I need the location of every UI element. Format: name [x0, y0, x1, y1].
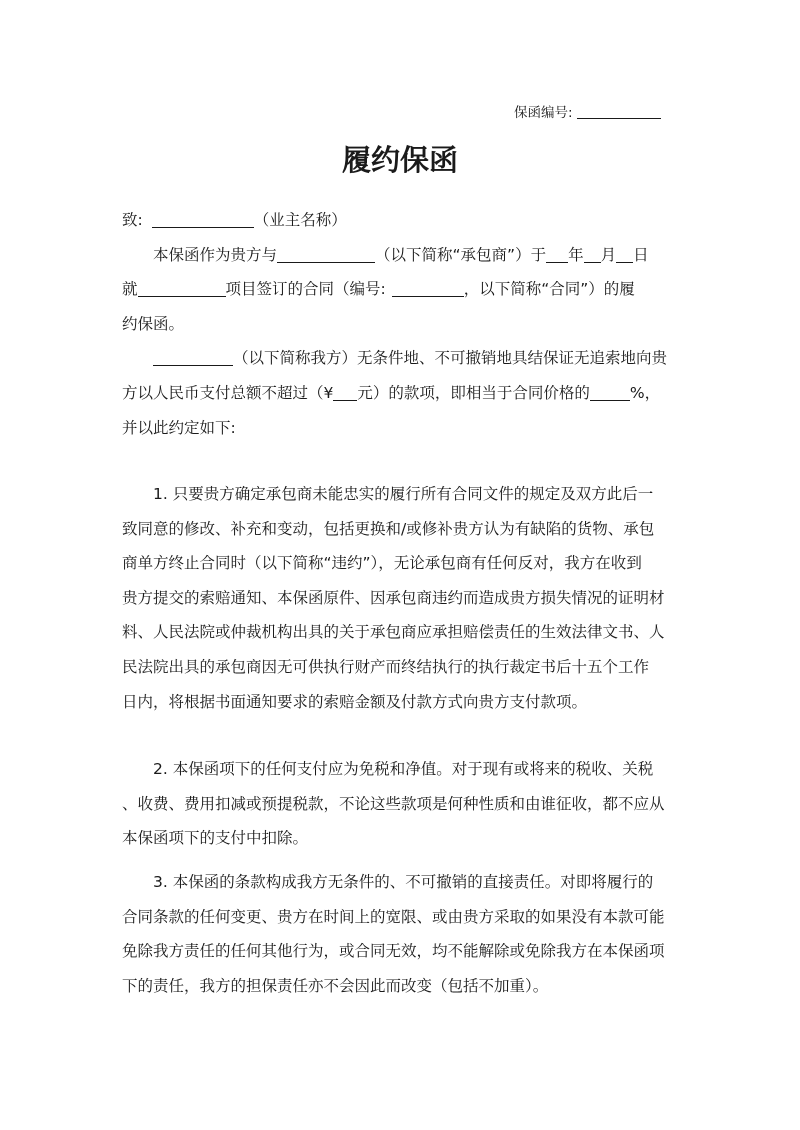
para2-text-a: （以下简称我方）无条件地、不可撤销地具结保证无追索地向贵 [233, 349, 668, 368]
clause1-line: 贵方提交的索赔通知、本保函原件、因承包商违约而造成贵方损失情况的证明材 [122, 588, 665, 607]
para2-line1 [122, 341, 680, 376]
project-blank [138, 279, 226, 297]
year-blank [546, 245, 568, 263]
clause2-line: 2. 本保函项下的任何支付应为免税和净值。对于现有或将来的税收、关税 [153, 760, 654, 778]
para1-text-b: （以下简称“承包商”）于 [375, 245, 547, 264]
clause1-line: 致同意的修改、补充和变动，包括更换和/或修补贵方认为有缺陷的货物、承包 [122, 519, 655, 538]
guarantee-number-line [514, 101, 661, 121]
addressee-suffix: （业主名称） [253, 211, 347, 229]
contractor-blank [277, 245, 375, 263]
document-title: 履约保函 [341, 143, 458, 177]
para2-line3: 并以此约定如下: [122, 418, 236, 437]
percentage-blank [590, 383, 630, 401]
amount-blank [333, 383, 357, 401]
para1-line1 [122, 238, 680, 273]
month-label: 月 [600, 245, 617, 264]
clause-3 [122, 865, 680, 1003]
guarantee-number-blank [577, 104, 661, 119]
body-upper [122, 203, 680, 445]
owner-name-blank [152, 210, 254, 228]
para2-text-b: 方以人民币支付总额不超过（¥ [122, 383, 334, 402]
para1-text-a: 本保函作为贵方与 [153, 245, 278, 264]
guarantee-number-label: 保函编号: [514, 105, 573, 121]
addressee-prefix: 致: [122, 211, 143, 229]
clause2-line: 、收费、费用扣减或预提税款，不论这些款项是何种性质和由谁征收，都不应从 [122, 794, 665, 813]
clause3-line: 免除我方责任的任何其他行为，或合同无效，均不能解除或免除我方在本保函项 [122, 942, 665, 961]
addressee-line [122, 203, 680, 238]
clause1-line: 1. 只要贵方确定承包商未能忠实的履行所有合同文件的规定及双方此后一 [153, 485, 654, 503]
clause2-line: 本保函项下的支付中扣除。 [122, 829, 309, 848]
contract-number-blank [392, 279, 464, 297]
clause1-line: 日内，将根据书面通知要求的索赔金额及付款方式向贵方支付款项。 [122, 692, 588, 711]
day-label: 日 [633, 245, 649, 264]
para2-line2 [122, 376, 680, 411]
day-blank [616, 245, 633, 263]
clause3-line: 合同条款的任何变更、贵方在时间上的宽限、或由贵方采取的如果没有本款可能 [122, 907, 665, 926]
para1-line3: 约保函。 [122, 314, 185, 333]
para2-text-d: %， [629, 383, 661, 402]
month-blank [584, 245, 601, 263]
para1-text-d: 项目签订的合同（编号: [225, 280, 386, 299]
clause3-line: 下的责任，我方的担保责任亦不会因此而改变（包括不加重）。 [122, 976, 549, 995]
clause1-line: 料、人民法院或仲裁机构出具的关于承包商应承担赔偿责任的生效法律文书、人 [122, 623, 665, 642]
clause-1 [122, 477, 680, 719]
clause-2 [122, 752, 680, 856]
para1-line2 [122, 272, 680, 307]
guarantor-blank [153, 348, 233, 366]
para1-text-e: ，以下简称“合同”）的履 [463, 280, 635, 299]
clause3-line: 3. 本保函的条款构成我方无条件的、不可撤销的直接责任。对即将履行的 [153, 873, 654, 891]
clause1-line: 商单方终止合同时（以下简称“违约”），无论承包商有任何反对，我方在收到 [122, 554, 642, 573]
para2-text-c: 元）的款项，即相当于合同价格的 [357, 383, 590, 402]
clause1-line: 民法院出具的承包商因无可供执行财产而终结执行的执行裁定书后十五个工作 [122, 657, 650, 676]
para1-text-c: 就 [122, 280, 138, 299]
year-label: 年 [568, 245, 584, 264]
